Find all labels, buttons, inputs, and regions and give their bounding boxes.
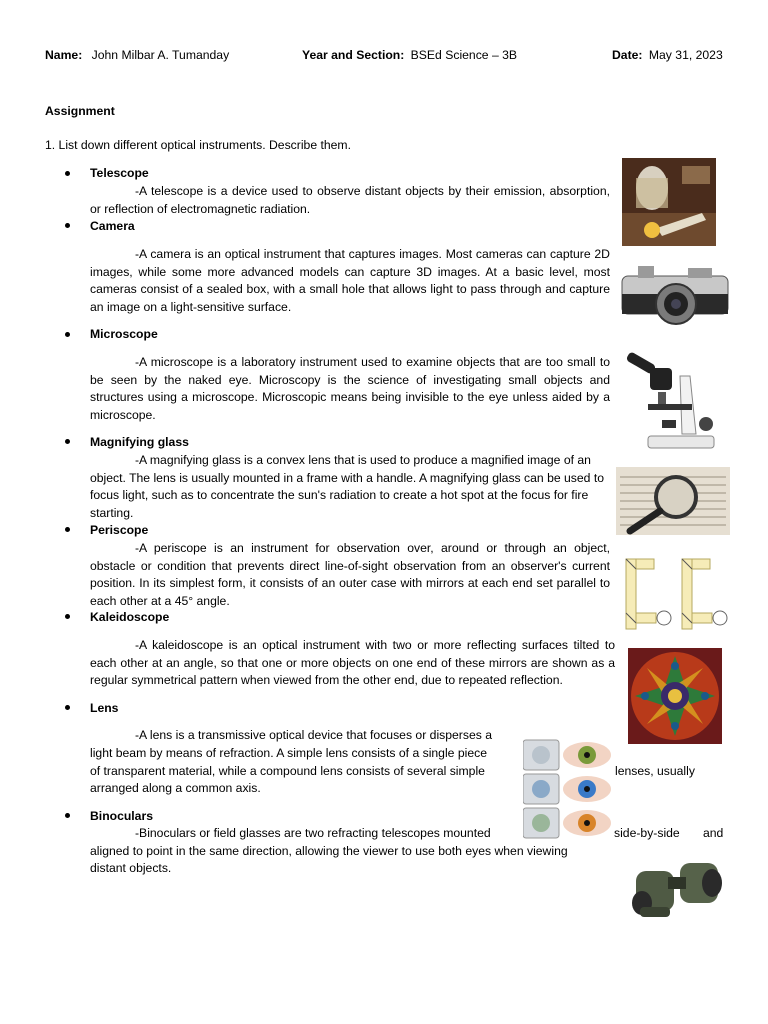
term-kaleidoscope: Kaleidoscope [90, 610, 170, 624]
date-value: May 31, 2023 [648, 48, 723, 62]
name-field [45, 48, 229, 62]
desc-binoculars-line: -Binoculars or field glasses are two refracting telescopes mounted [135, 826, 491, 840]
microscope-photo-icon [618, 348, 720, 452]
name-label: Name: [45, 48, 83, 62]
term-camera: Camera [90, 219, 135, 233]
desc-binoculars-line: and [703, 826, 724, 840]
term-telescope: Telescope [90, 166, 149, 180]
bullet [64, 331, 72, 339]
desc-lens-line: lenses, usually [615, 764, 695, 778]
term-lens: Lens [90, 701, 119, 715]
desc-kaleidoscope: -A kaleidoscope is an optical instrument with two or more reflecting surfaces tilted to each other at an angle, so that one or more objects on one end of these mirrors are shown as a regular symmetrical pattern when viewed from the other end, due to repeated reflection. [90, 638, 615, 688]
periscope-diagram-icon [620, 553, 732, 633]
desc-telescope: -A telescope is a device used to observe distant objects by their emission, absorption, or reflection of electromagnetic radiation. [90, 184, 610, 216]
bullet [64, 812, 72, 820]
magnifying-glass-photo-icon [616, 467, 730, 535]
desc-binoculars-line: side-by-side [614, 826, 680, 840]
bullet [64, 222, 72, 230]
desc-lens-line: -A lens is a transmissive optical device that focuses or disperses a [135, 728, 492, 742]
desc-lens-line: of transparent material, while a compound lens consists of several simple [90, 764, 485, 778]
desc-lens-line: arranged along a common axis. [90, 781, 261, 795]
assignment-title: Assignment [45, 104, 115, 118]
desc-camera: -A camera is an optical instrument that captures images. Most cameras can capture 2D images, while some more advanced models can capture 3D images. At a basic level, most cameras consist of a sealed box, with a small hole that allows light to pass through and capture an image on a light-sensitive surface. [90, 247, 610, 314]
question-text: 1. List down different optical instruments. Describe them. [45, 138, 351, 152]
camera-photo-icon [618, 258, 734, 336]
term-microscope: Microscope [90, 327, 158, 341]
bullet [64, 704, 72, 712]
bullet [64, 526, 72, 534]
desc-magnifying-glass: -A magnifying glass is a convex lens that is used to produce a magnified image of an object. The lens is usually mounted in a frame with a handle. A magnifying glass can be used to focus light, such as to concentrate the sun's radiation to create a hot spot at the focus for fire starting. [90, 453, 604, 520]
section-field [302, 48, 517, 62]
section-value: BSEd Science – 3B [410, 48, 518, 62]
bullet [64, 170, 72, 178]
term-binoculars: Binoculars [90, 809, 153, 823]
section-label: Year and Section: [302, 48, 405, 62]
binoculars-photo-icon [630, 853, 726, 923]
telescope-photo-icon [622, 158, 716, 246]
term-magnifying-glass: Magnifying glass [90, 435, 189, 449]
desc-binoculars-line: distant objects. [90, 861, 172, 875]
name-value: John Milbar A. Tumanday [91, 48, 230, 62]
desc-microscope: -A microscope is a laboratory instrument used to examine objects that are too small to be seen by the naked eye. Microscopy is the science of investigating small objects and structures using a microscope. Microscopic means being invisible to the eye unless aided by a microscope. [90, 355, 610, 422]
desc-lens-line: light beam by means of refraction. A simple lens consists of a single piece [90, 746, 487, 760]
date-field [612, 48, 723, 62]
bullet [64, 613, 72, 621]
kaleidoscope-pattern-icon [628, 648, 722, 744]
term-periscope: Periscope [90, 523, 149, 537]
desc-binoculars-line: aligned to point in the same direction, allowing the viewer to use both eyes when viewing [90, 844, 568, 858]
date-label: Date: [612, 48, 643, 62]
bullet [64, 438, 72, 446]
desc-periscope: -A periscope is an instrument for observation over, around or through an object, obstacle or condition that prevents direct line-of-sight observation from an observer's current position. In its simplest form, it consists of an outer case with mirrors at each end set parallel to each other at a 45° angle. [90, 541, 610, 608]
contact-lens-photo-icon [523, 738, 613, 840]
